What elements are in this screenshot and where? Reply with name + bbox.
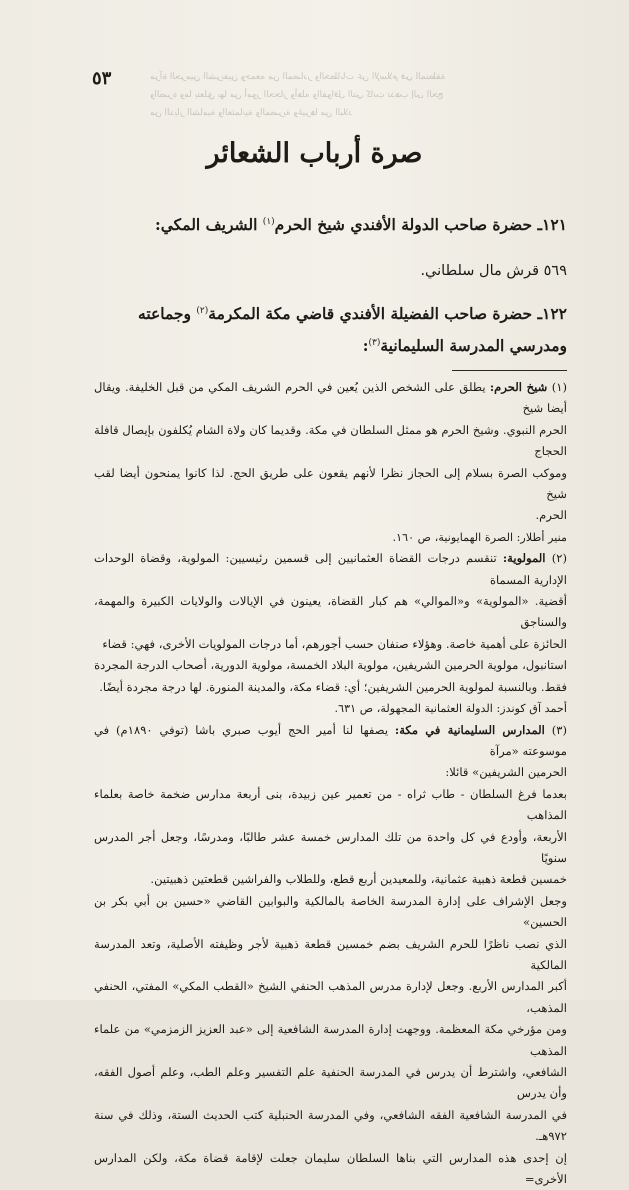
footnote-3-term: المدارس السليمانية في مكة: — [394, 722, 545, 737]
footnote-1-number: (١) — [551, 380, 568, 394]
footnotes — [94, 377, 567, 1190]
entry-121-amount: ٥٦٩ قرش مال سلطاني. — [420, 263, 567, 279]
footnote-3-number: (٣) — [551, 722, 568, 737]
footnote-2-text: تنقسم درجات القضاة العثمانيين إلى قسمين رئيسيين: المولوية، وقضاة الوحدات الإدارية المسماة — [94, 551, 567, 587]
footnote-divider — [452, 370, 567, 371]
footnote-3-line — [94, 720, 567, 763]
footnote-3-line: بعدما فرغ السلطان - طاب ثراه - من تعمير عين زبيدة، بنى أربعة مدارس ضخمة خاصة بعلماء المذاهب — [94, 786, 567, 823]
footnote-3-line: الحرمين الشريفين» قائلا: — [445, 765, 567, 780]
entry-121-heading-end: الشريف المكي: — [155, 215, 263, 235]
footnote-2-line: أقضية. «المولوية» و«الموالي» هم كبار القضاة، يعينون في الإيالات والولايات الكبيرة والمهمة، والسناجق — [94, 594, 567, 630]
footnote-3-line: الشافعي، واشترط أن يدرس في المدرسة الحنفية علم التفسير وعلم الطب، وعلم أصول الفقه، وأن يدرس — [94, 1065, 567, 1101]
bleed-line: من الديار الشامية والعثمانية والمصرية وغيرها من البلاد — [150, 108, 353, 118]
entry-122-heading-text-2: ومدرسي المدرسة السليمانية — [380, 336, 567, 356]
footnote-1-text: يطلق على الشخص الذين يُعين في الحرم الشريف المكي من قبل الخليفة. ويقال أيضا شيخ — [94, 380, 567, 416]
footnote-marker-2[interactable]: (٢) — [196, 306, 209, 316]
entry-122-heading-line1 — [97, 296, 567, 329]
footnote-3-text: يصفها لنا أمير الحج أيوب صبري باشا (توفي ١٨٩٠م) في موسوعته «مرآة — [94, 722, 567, 758]
footnote-3-line: الأربعة، وأودع في كل واحدة من تلك المدارس خمسة عشر طالبًا، ومدرسًا، وجعل أجر المدرس سنويًا — [94, 829, 567, 865]
footnote-2-line: استانبول، مولوية الحرمين الشريفين، مولوية البلاد الخمسة، مولوية الدورية، أصحاب الدرجة المجردة — [94, 658, 567, 673]
footnote-1-reference: منير أطلار: الصرة الهمايونية، ص ١٦٠. — [392, 530, 567, 544]
footnote-1-line: وموكب الصرة بسلام إلى الحجاز نظرا لأنهم يقعون على طريق الحج. لذا كانوا يمنحون أيضا لقب شيخ — [94, 465, 567, 502]
footnote-3-line: خمسين قطعة ذهبية عثمانية، وللمعيدين أربع قطع، وللطلاب والفراشين قطعتين ذهبيتين. — [150, 872, 567, 887]
page-number: ٥٣ — [92, 68, 112, 89]
footnote-3-line: وجعل الإشراف على إدارة المدرسة الخاصة بالمالكية والبوابين القاضي «حسين بن أبي بكر بن الحسين» — [94, 893, 567, 930]
bleed-line: مرآة الحرمين الشريفين وجمعه من المصادر والخطابات عن الإسلام في المنطقة — [150, 72, 446, 82]
bleed-line: والصرة وما يتعلق بها من أمور الحجاز وأهله والقوافل التي كانت تذهب إلى الحج — [150, 90, 444, 100]
footnote-1-line: الحرم. — [535, 508, 567, 523]
footnote-marker-3[interactable]: (٣) — [368, 338, 381, 348]
footnote-marker-1[interactable]: (١) — [262, 217, 275, 227]
footnote-2-reference: أحمد آق كوندز: الدولة العثمانية المجهولة، ص ٦٣١. — [334, 702, 567, 716]
footnote-2-number: (٢) — [551, 551, 568, 566]
footnote-1-line: الحرم النبوي. وشيخ الحرم هو ممثل السلطان في مكة. وقديما كان ولاة الشام يُكلفون بإيصال قافلة الحجاج — [94, 422, 567, 459]
footnote-1-term: شيخ الحرم: — [489, 380, 548, 394]
footnote-2-line: فقط. وبالنسبة لمولوية الحرمين الشريفين؛ أي: قضاء مكة، والمدينة المنورة. لها درجة مجردة أيضًا. — [99, 679, 567, 694]
section-title: صرة أرباب الشعائر — [206, 138, 423, 169]
entry-122-heading-end: وجماعته — [138, 304, 197, 324]
footnote-3-line: الذي نصب ناظرًا للحرم الشريف بضم خمسين قطعة ذهبية لأجر وظيفته الأصلية، وتعد المدرسة المالكية — [94, 936, 567, 972]
footnote-2-term: المولوية: — [502, 551, 546, 566]
footnote-3-line: إن إحدى هذه المدارس التي بناها السلطان سليمان جعلت لإقامة قضاة مكة، ولكن المدارس الأخرى= — [94, 1150, 567, 1187]
footnote-3-line: أكبر المدارس الأربع. وجعل لإدارة مدرس المذهب الحنفي الشيخ «القطب المكي» المفتي، الحنفي المذهب، — [94, 979, 567, 1015]
footnote-2-line: الحائزة على أهمية خاصة. وهؤلاء صنفان حسب أجورهم، أما درجات المولويات الأخرى، فهي: قضاء — [102, 636, 567, 651]
entry-122-heading-line2 — [97, 328, 567, 361]
bleed-through-text — [150, 68, 610, 122]
entry-121-heading — [97, 207, 567, 240]
entry-122-heading-text: ١٢٢ـ حضرة صاحب الفضيلة الأفندي قاضي مكة المكرمة — [208, 304, 567, 324]
footnote-3-line: ومن مؤرخي مكة المعظمة. ووجهت إدارة المدرسة الشافعية إلى «عبد العزيز الزمزمي» من علماء المذهب — [94, 1022, 567, 1058]
entry-121-heading-text: ١٢١ـ حضرة صاحب الدولة الأفندي شيخ الحرم — [274, 215, 567, 235]
entry-122-heading-colon: : — [362, 336, 369, 356]
footnote-3-line: في المدرسة الشافعية الفقه الشافعي، وفي المدرسة الحنبلية كتب الحديث الستة، وذلك في سنة ٩٧٢هـ. — [94, 1107, 568, 1144]
footnote-1-line — [94, 377, 567, 420]
footnote-2-line — [94, 548, 567, 591]
